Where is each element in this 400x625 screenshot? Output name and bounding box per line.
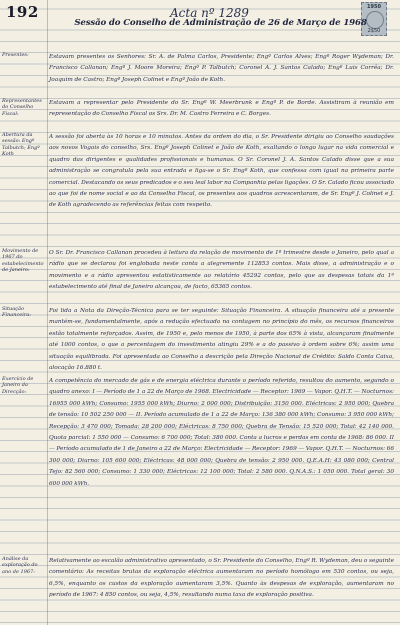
section-text: A sessão foi aberta às 10 horas e 10 minutos. Antes da ordem do dia, o Sr. Presidente dirigiu ao Conselho saudações aos novos Vogais do conselho, Srs. Engº Joseph Colinet e João de Koth, exaltando o longo lugar na vida comercial e quadro das dirigentes e qualidades profissionais e humanas. O Sr. Coronel J. A. Santos Calado disse que a sua administração se congratula pela sua entrada e liga-se o Sr. Engº Koth, que confessa com igual na primeira parte comercial. Destacando os seus predicados e o seu leal labor na Companhia pelas ligações. O Sr. Calado ficou associado ao que foi de nome social e ao da Conselho Fiscal, os presentes aos quadros acrescentaram, de Sr. Engº J. Colinet e J. de Koth agradecendo as referências feitas com respeito. [49, 134, 394, 209]
minutes-number: Acta nº 1289 [170, 6, 249, 20]
section-movimento [0, 248, 400, 302]
section-label: Exercício de Janeiro da Direcção: [2, 376, 34, 395]
section-text: O Sr. Dr. Francisco Callanan procedeu à leitura da relação de movimento de 1º trimestre desde o Janeiro, pelo qual a rádio que se declarou foi englobada neste conta a alegremente 112853 contos. Mais disse, a administração e o movimento e a rádio apresentou estatisticamente ao relatório 45292 contos, pelo que as despesas totais da 1ª estabelecimento até final de Janeiro alcançou, de facto, 65365 contos. [49, 250, 394, 291]
section-label: Análise da exploração do ano de 1967: [2, 556, 38, 575]
section-text: Foi lida a Nota da Direção-Técnica para se ter seguinte: Situação Financeira. A situação financeira até a presente mantém-se, fundamentalmente, após a redução efectuada na contagem no princípio do mês, os recursos financeiros estão totalmente reforçados. Assim, de 1950 e, pelo menos de 1950, à parte dos 65% à vista, alcançaram finalmente até 1000 contos, o que a percentagem do investimento atingiu 29% e a do passivo à ordem sobre 6%; assim uma situação equilibrada. Foi apresentada ao Conselho a descrição pela Direção Nacional de Crédito: Saldo Conta Caixa, alocação 16.880 t. [49, 308, 394, 372]
session-heading: Sessão do Conselho de Administração de 26 de Março de 1968 [74, 18, 367, 28]
section-analise [0, 556, 400, 618]
section-text: Estavam presentes os Senhores: Sr. A. de Palma Carlos, Presidente; Engº Carlos Alves; Engº Roger Wydeman; Dr. Francisco Callanan; Engº J. Moore Moreira; Engº P. Talbutch; Coronel A. J. Santos Calado; Engº Luis Corrêa; Dr. Joaquim de Castro; Engº Joseph Colinet e Engº João de Koth. [49, 54, 394, 83]
section-exercicio [0, 376, 400, 548]
stamp-value: 2$50 [367, 28, 381, 34]
section-label: Representantes do Conselho Fiscal: [2, 98, 42, 117]
section-abertura [0, 132, 400, 244]
section-presentes [0, 52, 400, 94]
section-label: Movimento de 1967 do estabelecimento de Janeiro: [2, 248, 44, 273]
section-label: Situação Financeira: [2, 306, 31, 319]
section-label: Abertura da sessão: Engº Talbutch; Engº Koth [2, 132, 40, 157]
stamp-year: 1950 [367, 4, 381, 10]
section-representantes [0, 98, 400, 128]
page-number: 192 [6, 3, 39, 21]
section-text: Relativamente ao escalão administrativo apresentado, o Sr. Presidente do Conselho, Engº R. Wydeman, deu o seguinte comentário: As receitas brutas da exploração eléctrica aumentaram no período homólogo em 530 contos, ou seja, 6,5%, enquanto os custos da exploração aumentaram 3,5%. Quanto às despesas de exploração, aumentaram no período de 1967: 4 850 contos, ou seja, 4,5%, resultando numa taxa de exploração positiva. [49, 558, 394, 599]
section-text: Estavam a representar pelo Presidente do Sr. Engº W. Meerbrunk e Engº P. de Borde. Assistiram à reunião em representação do Conselho Fiscal os Srs. Dr. M. Castro Ferreira e C. Borges. [49, 100, 394, 118]
section-label: Presentes: [2, 52, 29, 58]
section-text: A competência do mercado de gás e de energia eléctrica durante o período referido, resultou do aumento, segundo o quadro anexo: I — Período de 1 a 22 de Março de 1968. Electricidade — Receptor: 1969 — Vapor. Q.H.T. — Nocturnos: 16955 000 kWh; Consumo: 1955 000 kWh; Diurno: 2 000 000; Distribuição: 3150 000. Eléctricas: 2 950 000; Quebra de tensão: 10 502 250 000 — II. Período acumulado de 1 a 22 de Março: 136 380 000 kWh; Consumo: 3 950 000 kWh; Recepção: 3 470 000; Tomada: 28 200 000; Eléctricas: 8 750 000; Quebra de Tensão: 15 520 000; Total: 42 140 000. Quota parcial: 1 550 000 — Consumo: 6 700 000; Total: 380 000. Conta a lucros e perdas em conta de 1968: 86 000. II — Período acumulado de 1 de Janeiro a 22 de Março: Electricidade — Receptor: 1969 — Vapor. Q.H.T. — Nocturnos: 66 300 000; Diurno: 105 600 000; Eléctricas: 48 000 000; Quebra de tensão: 2 950 000. Q.E.A.H: 43 080 000; Central Tejo: 82 560 000; Consumo: 1 330 000; Eléctricas: 12 100 000; Total: 2 580 000. Q.N.A.S.: 1 050 000. Total geral: 30 600 000 kWh. [49, 378, 394, 487]
section-situacao-financeira [0, 306, 400, 372]
